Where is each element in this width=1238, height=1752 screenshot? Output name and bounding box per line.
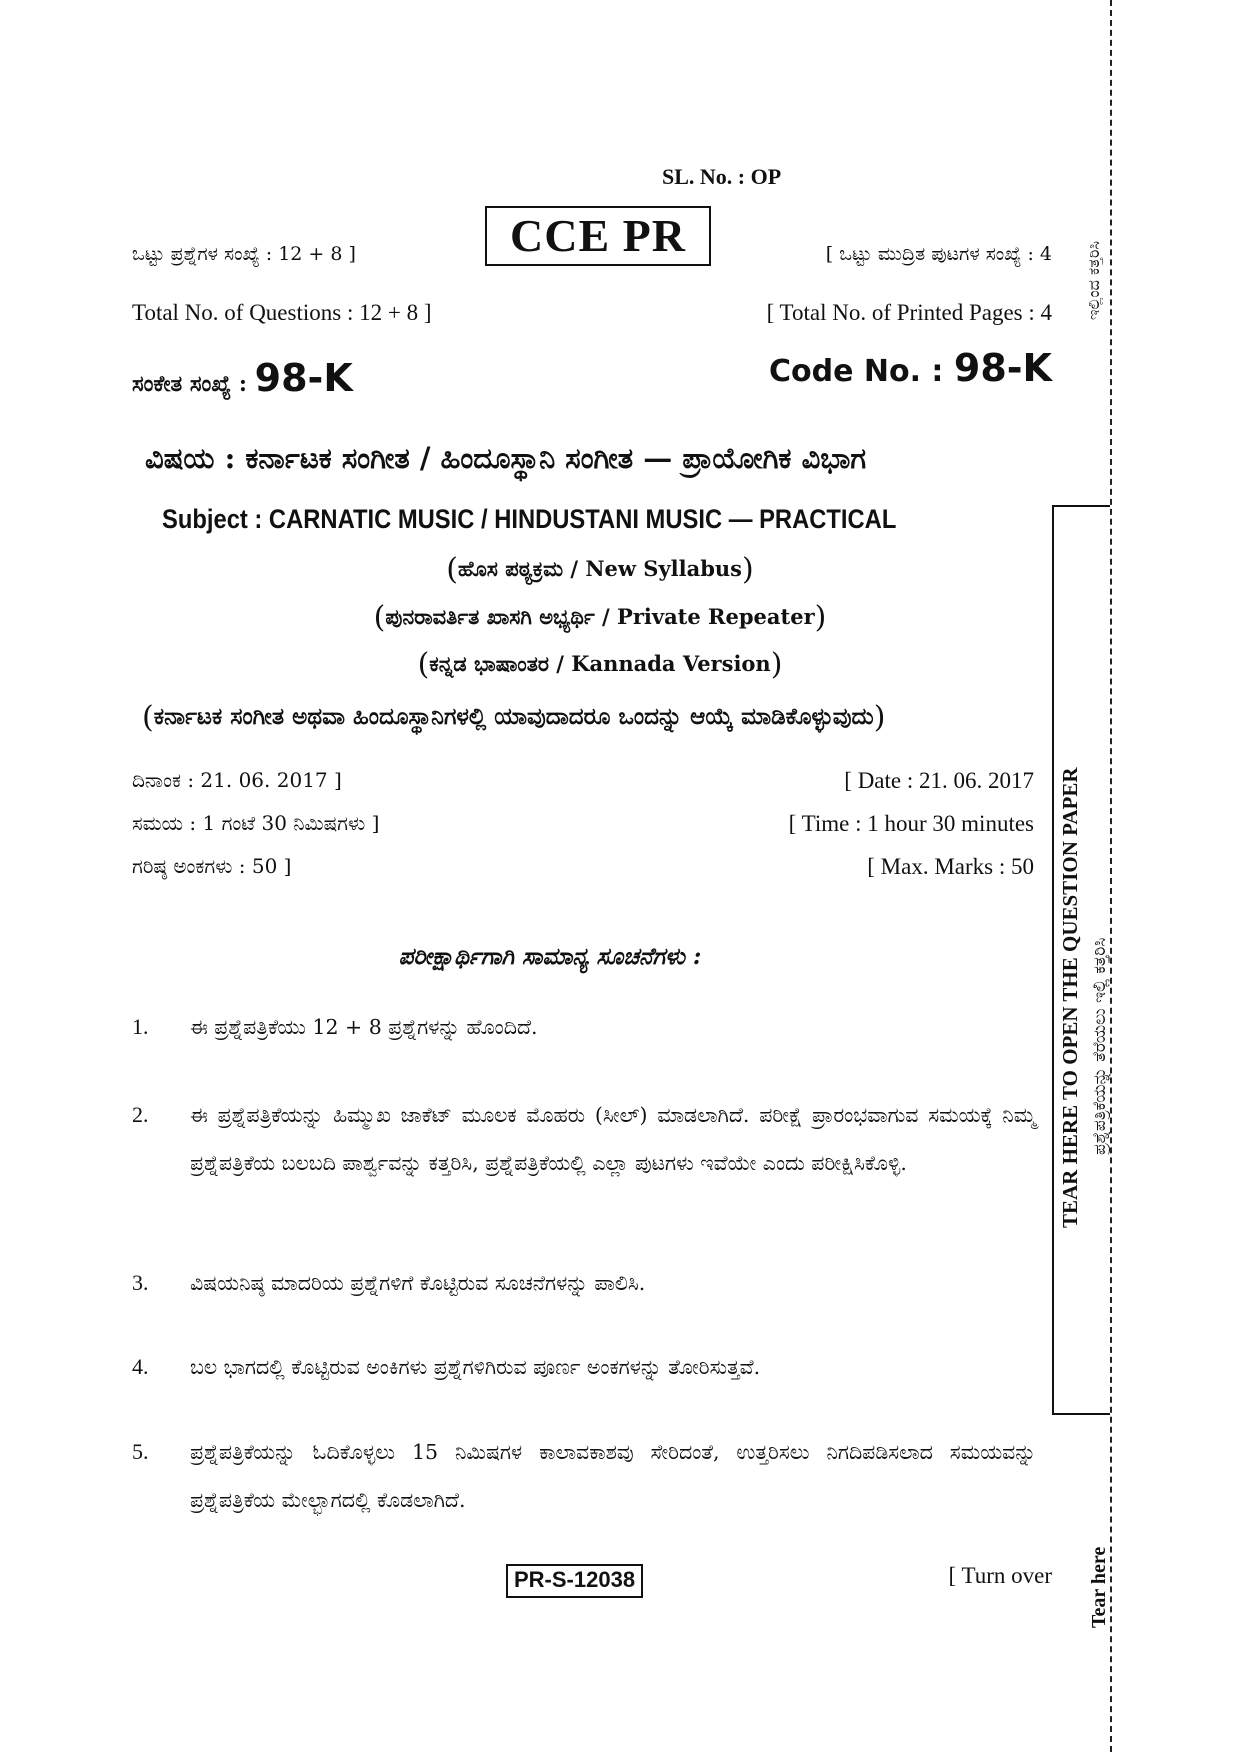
marks-english: [ Max. Marks : 50 xyxy=(867,854,1034,879)
syllabus-line: (ಹೊಸ ಪಠ್ಯಕ್ರಮ / New Syllabus) xyxy=(446,552,754,587)
code-value-kannada: 98-K xyxy=(254,356,353,400)
instruction-number: 3. xyxy=(132,1270,149,1295)
candidate-text: ಪುನರಾವರ್ತಿತ ಖಾಸಗಿ ಅಭ್ಯರ್ಥಿ / Private Repeater xyxy=(385,604,815,629)
turn-over-label: [ Turn over xyxy=(948,1563,1052,1588)
choice-note: (ಕರ್ನಾಟಕ ಸಂಗೀತ ಅಥವಾ ಹಿಂದೂಸ್ಥಾನಿಗಳಲ್ಲಿ ಯಾವುದಾದರೂ ಒಂದನ್ನು ಆಯ್ಕೆ ಮಾಡಿಕೊಳ್ಳುವುದು) xyxy=(142,700,886,735)
instruction-number: 2. xyxy=(132,1102,149,1127)
subject-english: Subject : CARNATIC MUSIC / HINDUSTANI MUSIC — PRACTICAL xyxy=(162,504,897,534)
serial-number: SL. No. : OP xyxy=(662,164,782,189)
version-line: (ಕನ್ನಡ ಭಾಷಾಂತರ / Kannada Version) xyxy=(417,647,783,682)
instruction-number: 4. xyxy=(132,1354,149,1379)
syllabus-text: ಹೊಸ ಪಠ್ಯಕ್ರಮ / New Syllabus xyxy=(458,556,742,581)
instruction-text: ಬಲ ಭಾಗದಲ್ಲಿ ಕೊಟ್ಟಿರುವ ಅಂಕಿಗಳು ಪ್ರಶ್ನೆಗಳಿಗಿರುವ ಪೂರ್ಣ ಅಂಕಗಳನ್ನು ತೋರಿಸುತ್ತವೆ. xyxy=(190,1355,761,1379)
total-questions-english: Total No. of Questions : 12 + 8 ] xyxy=(132,300,432,325)
choice-note-text: ಕರ್ನಾಟಕ ಸಂಗೀತ ಅಥವಾ ಹಿಂದೂಸ್ಥಾನಿಗಳಲ್ಲಿ ಯಾವುದಾದರೂ ಒಂದನ್ನು ಆಯ್ಕೆ ಮಾಡಿಕೊಳ್ಳುವುದು xyxy=(153,703,874,730)
code-number-english xyxy=(769,346,1052,390)
tear-dashed-line xyxy=(1110,0,1112,1752)
paper-code-box: PR-S-12038 xyxy=(506,1564,643,1598)
instruction-number: 5. xyxy=(132,1439,149,1464)
total-pages-english: [ Total No. of Printed Pages : 4 xyxy=(766,300,1052,325)
instruction-text: ಈ ಪ್ರಶ್ನೆಪತ್ರಿಕೆಯನ್ನು ಹಿಮ್ಮುಖ ಜಾಕೆಟ್ ಮೂಲಕ ಮೊಹರು (ಸೀಲ್) ಮಾಡಲಾಗಿದೆ. ಪರೀಕ್ಷೆ ಪ್ರಾರಂಭವಾಗುವ ಸಮಯಕ್ಕೆ ನಿಮ್ಮ ಪ್ರಶ್ನೆಪತ್ರಿಕೆಯ ಬಲಬದಿ ಪಾರ್ಶ್ವವನ್ನು ಕತ್ತರಿಸಿ, ಪ್ರಶ್ನೆಪತ್ರಿಕೆಯಲ್ಲಿ ಎಲ್ಲಾ ಪುಟಗಳು ಇವೆಯೇ ಎಂದು ಪರೀಕ್ಷಿಸಿಕೊಳ್ಳಿ. xyxy=(190,1103,1036,1175)
date-kannada: ದಿನಾಂಕ : 21. 06. 2017 ] xyxy=(132,768,342,792)
instruction-number: 1. xyxy=(132,1014,149,1039)
tear-here-label: Tear here xyxy=(1088,1546,1110,1628)
total-pages-kannada: [ ಒಟ್ಟು ಮುದ್ರಿತ ಪುಟಗಳ ಸಂಖ್ಯೆ : 4 xyxy=(825,243,1052,265)
tear-instruction-kannada: ಪ್ರಶ್ನೆಪತ್ರಿಕೆಯನ್ನು ತೆರೆಯಲು ಇಲ್ಲಿ ಕತ್ತರಿಸಿ xyxy=(1090,937,1110,1155)
code-value-english: 98-K xyxy=(953,346,1052,390)
marks-kannada: ಗರಿಷ್ಠ ಅಂಕಗಳು : 50 ] xyxy=(132,854,292,878)
total-questions-kannada: ಒಟ್ಟು ಪ್ರಶ್ನೆಗಳ ಸಂಖ್ಯೆ : 12 + 8 ] xyxy=(132,243,356,265)
time-english: [ Time : 1 hour 30 minutes xyxy=(788,811,1034,836)
version-text: ಕನ್ನಡ ಭಾಷಾಂತರ / Kannada Version xyxy=(429,651,771,676)
exam-title-box: CCE PR xyxy=(485,206,711,266)
subject-kannada: ವಿಷಯ : ಕರ್ನಾಟಕ ಸಂಗೀತ / ಹಿಂದೂಸ್ಥಾನಿ ಸಂಗೀತ — ಪ್ರಾಯೋಗಿಕ ವಿಭಾಗ xyxy=(145,441,867,475)
tear-instruction-english: TEAR HERE TO OPEN THE QUESTION PAPER xyxy=(1058,767,1082,1228)
top-cut-here-kannada: ಇಲ್ಲಿಂದ ಕತ್ತರಿಸಿ xyxy=(1084,241,1103,320)
instructions-title: ಪರೀಕ್ಷಾರ್ಥಿಗಾಗಿ ಸಾಮಾನ್ಯ ಸೂಚನೆಗಳು : xyxy=(398,943,702,970)
time-kannada: ಸಮಯ : 1 ಗಂಟೆ 30 ನಿಮಿಷಗಳು ] xyxy=(132,811,380,835)
code-label-english: Code No. : xyxy=(768,354,954,389)
instruction-text: ಪ್ರಶ್ನೆಪತ್ರಿಕೆಯನ್ನು ಓದಿಕೊಳ್ಳಲು 15 ನಿಮಿಷಗಳ ಕಾಲಾವಕಾಶವು ಸೇರಿದಂತೆ, ಉತ್ತರಿಸಲು ನಿಗದಿಪಡಿಸಲಾದ ಸಮಯವನ್ನು ಪ್ರಶ್ನೆಪತ್ರಿಕೆಯ ಮೇಲ್ಭಾಗದಲ್ಲಿ ಕೊಡಲಾಗಿದೆ. xyxy=(190,1440,1036,1512)
candidate-line: (ಪುನರಾವರ್ತಿತ ಖಾಸಗಿ ಅಭ್ಯರ್ಥಿ / Private Repeater) xyxy=(373,600,827,635)
code-number-kannada xyxy=(132,356,353,400)
instruction-text: ಈ ಪ್ರಶ್ನೆಪತ್ರಿಕೆಯು 12 + 8 ಪ್ರಶ್ನೆಗಳನ್ನು ಹೊಂದಿದೆ. xyxy=(190,1015,538,1039)
date-english: [ Date : 21. 06. 2017 xyxy=(844,768,1034,793)
instruction-text: ವಿಷಯನಿಷ್ಠ ಮಾದರಿಯ ಪ್ರಶ್ನೆಗಳಿಗೆ ಕೊಟ್ಟಿರುವ ಸೂಚನೆಗಳನ್ನು ಪಾಲಿಸಿ. xyxy=(190,1271,646,1295)
code-label-kannada: ಸಂಕೇತ ಸಂಖ್ಯೆ : xyxy=(132,371,255,397)
